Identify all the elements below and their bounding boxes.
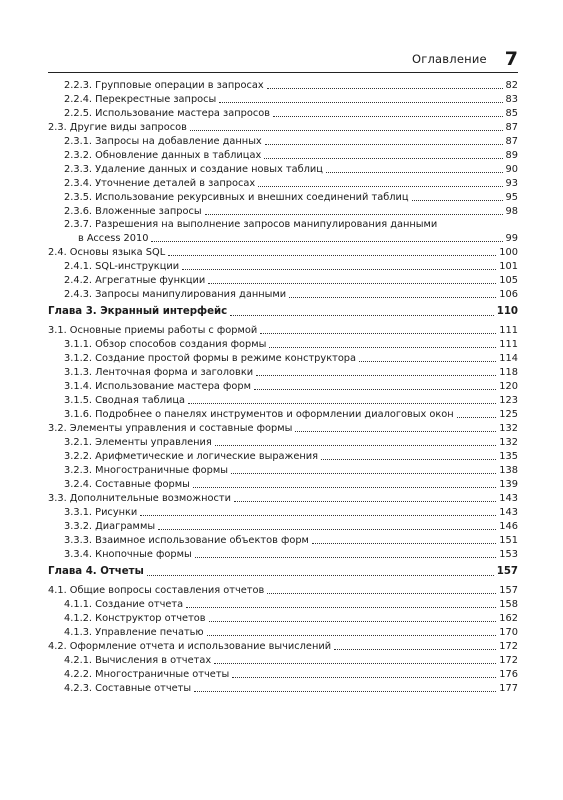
toc-subsection-entry bbox=[48, 533, 518, 547]
toc-subsection-entry bbox=[48, 547, 518, 561]
toc-entry-title: 4.1. Общие вопросы составления отчетов bbox=[48, 585, 265, 596]
dot-leader bbox=[230, 315, 494, 316]
dot-leader bbox=[208, 283, 496, 284]
toc-subsection-entry bbox=[48, 273, 518, 287]
toc-entry-page: 111 bbox=[499, 325, 518, 336]
dot-leader bbox=[151, 241, 502, 242]
toc-entry-title: 4.1.1. Создание отчета bbox=[64, 599, 184, 610]
toc-entry-page: 83 bbox=[505, 94, 518, 105]
dot-leader bbox=[195, 557, 497, 558]
toc-entry-title: 3.2.3. Многостраничные формы bbox=[64, 465, 229, 476]
toc-entry-page: 132 bbox=[499, 437, 518, 448]
toc-subsection-entry bbox=[48, 449, 518, 463]
toc-entry-page: 143 bbox=[499, 493, 518, 504]
toc-subsection-entry bbox=[48, 477, 518, 491]
toc-entry-page: 146 bbox=[499, 521, 518, 532]
toc-entry-page: 125 bbox=[499, 409, 518, 420]
toc-subsection-entry bbox=[48, 92, 518, 106]
toc-entry-title: 3.2.2. Арифметические и логические выражения bbox=[64, 451, 319, 462]
toc-section-entry bbox=[48, 323, 518, 337]
toc-subsection-entry bbox=[48, 667, 518, 681]
dot-leader bbox=[312, 543, 496, 544]
table-of-contents bbox=[48, 78, 518, 695]
dot-leader bbox=[231, 473, 496, 474]
toc-subsection-entry bbox=[48, 162, 518, 176]
toc-section-entry bbox=[48, 421, 518, 435]
toc-entry-page: 87 bbox=[505, 122, 518, 133]
toc-entry-title: 3.2.4. Составные формы bbox=[64, 479, 190, 490]
toc-entry-page: 100 bbox=[499, 247, 518, 258]
dot-leader bbox=[215, 445, 496, 446]
toc-entry-title: 3.1. Основные приемы работы с формой bbox=[48, 325, 258, 336]
toc-subsection-entry bbox=[48, 365, 518, 379]
dot-leader bbox=[295, 431, 496, 432]
toc-section-entry bbox=[48, 639, 518, 653]
toc-entry-title: Глава 4. Отчеты bbox=[48, 566, 144, 577]
toc-entry-page: 95 bbox=[505, 192, 518, 203]
toc-entry-page: 114 bbox=[499, 353, 518, 364]
dot-leader bbox=[205, 214, 503, 215]
dot-leader bbox=[289, 297, 496, 298]
dot-leader bbox=[193, 487, 496, 488]
dot-leader bbox=[234, 501, 496, 502]
toc-subsection-entry bbox=[48, 287, 518, 301]
toc-entry-title: 2.3.2. Обновление данных в таблицах bbox=[64, 150, 262, 161]
toc-entry-page: 157 bbox=[496, 566, 518, 577]
toc-subsection-entry bbox=[48, 463, 518, 477]
dot-leader bbox=[209, 621, 497, 622]
toc-entry-page: 170 bbox=[499, 627, 518, 638]
toc-entry-title: 3.1.2. Создание простой формы в режиме конструктора bbox=[64, 353, 357, 364]
toc-entry-page: 82 bbox=[505, 80, 518, 91]
toc-subsection-entry bbox=[48, 176, 518, 190]
dot-leader bbox=[265, 144, 503, 145]
toc-entry-page: 138 bbox=[499, 465, 518, 476]
toc-entry-title: 2.2.5. Использование мастера запросов bbox=[64, 108, 271, 119]
toc-entry-title: 3.1.4. Использование мастера форм bbox=[64, 381, 252, 392]
toc-entry-page: 158 bbox=[499, 599, 518, 610]
toc-entry-page: 106 bbox=[499, 289, 518, 300]
dot-leader bbox=[256, 375, 496, 376]
toc-entry-title: 2.2.4. Перекрестные запросы bbox=[64, 94, 217, 105]
toc-entry-title: 2.3.6. Вложенные запросы bbox=[64, 206, 202, 217]
toc-section-entry bbox=[48, 583, 518, 597]
dot-leader bbox=[182, 269, 496, 270]
dot-leader bbox=[190, 130, 503, 131]
dot-leader bbox=[273, 116, 502, 117]
dot-leader bbox=[267, 88, 503, 89]
dot-leader bbox=[254, 389, 496, 390]
dot-leader bbox=[158, 529, 496, 530]
toc-entry-page: 143 bbox=[499, 507, 518, 518]
toc-subsection-entry bbox=[48, 148, 518, 162]
toc-entry-title: 2.4.3. Запросы манипулирования данными bbox=[64, 289, 287, 300]
dot-leader bbox=[168, 255, 496, 256]
toc-entry-page: 85 bbox=[505, 108, 518, 119]
dot-leader bbox=[194, 691, 496, 692]
dot-leader bbox=[232, 677, 496, 678]
toc-entry-title: 2.3.5. Использование рекурсивных и внешних соединений таблиц bbox=[64, 192, 409, 203]
toc-entry-title: 2.2.3. Групповые операции в запросах bbox=[64, 80, 264, 91]
dot-leader bbox=[260, 333, 496, 334]
toc-subsection-entry bbox=[48, 337, 518, 351]
toc-subsection-entry bbox=[48, 204, 518, 218]
toc-entry-title: 3.2.1. Элементы управления bbox=[64, 437, 212, 448]
toc-entry-page: 111 bbox=[499, 339, 518, 350]
toc-entry-title: 2.3.7. Разрешения на выполнение запросов манипулирования данными bbox=[64, 219, 438, 230]
toc-entry-page: 89 bbox=[505, 150, 518, 161]
toc-section-entry bbox=[48, 120, 518, 134]
toc-subsection-entry bbox=[48, 190, 518, 204]
toc-entry-title: 4.1.3. Управление печатью bbox=[64, 627, 204, 638]
running-header bbox=[48, 46, 518, 73]
dot-leader bbox=[269, 347, 496, 348]
toc-entry-page: 98 bbox=[505, 206, 518, 217]
toc-entry-page: 101 bbox=[499, 261, 518, 272]
dot-leader bbox=[214, 663, 496, 664]
toc-subsection-entry bbox=[48, 259, 518, 273]
toc-entry-page: 139 bbox=[499, 479, 518, 490]
toc-subsection-entry bbox=[48, 351, 518, 365]
dot-leader bbox=[412, 200, 503, 201]
toc-entry-title: Глава 3. Экранный интерфейс bbox=[48, 306, 228, 317]
toc-entry-page: 177 bbox=[499, 683, 518, 694]
toc-subsection-entry bbox=[48, 625, 518, 639]
toc-entry-page: 157 bbox=[499, 585, 518, 596]
toc-subsection-entry bbox=[48, 681, 518, 695]
dot-leader bbox=[334, 649, 496, 650]
dot-leader bbox=[326, 172, 503, 173]
toc-entry-title: 3.1.3. Ленточная форма и заголовки bbox=[64, 367, 254, 378]
toc-entry-title-continued: в Access 2010 bbox=[78, 233, 149, 244]
toc-chapter-entry bbox=[48, 561, 518, 583]
dot-leader bbox=[457, 417, 497, 418]
dot-leader bbox=[258, 186, 502, 187]
dot-leader bbox=[264, 158, 502, 159]
toc-entry-title: 4.2.3. Составные отчеты bbox=[64, 683, 192, 694]
toc-entry-page: 132 bbox=[499, 423, 518, 434]
toc-entry-page: 172 bbox=[499, 641, 518, 652]
toc-subsection-entry bbox=[48, 611, 518, 625]
toc-entry-page: 110 bbox=[496, 306, 518, 317]
toc-entry-page: 105 bbox=[499, 275, 518, 286]
toc-entry-title: 3.3.1. Рисунки bbox=[64, 507, 138, 518]
toc-entry-page: 99 bbox=[505, 233, 518, 244]
dot-leader bbox=[147, 575, 494, 576]
toc-entry-page: 87 bbox=[505, 136, 518, 147]
toc-entry-page: 151 bbox=[499, 535, 518, 546]
toc-entry-page: 135 bbox=[499, 451, 518, 462]
toc-entry-title: 4.2. Оформление отчета и использование вычислений bbox=[48, 641, 332, 652]
toc-entry-title: 2.4.2. Агрегатные функции bbox=[64, 275, 206, 286]
toc-entry-page: 120 bbox=[499, 381, 518, 392]
toc-section-entry bbox=[48, 491, 518, 505]
toc-entry-title: 2.4.1. SQL-инструкции bbox=[64, 261, 180, 272]
toc-entry-page: 153 bbox=[499, 549, 518, 560]
toc-entry-page: 93 bbox=[505, 178, 518, 189]
toc-entry-page: 172 bbox=[499, 655, 518, 666]
dot-leader bbox=[186, 607, 496, 608]
toc-subsection-entry bbox=[48, 407, 518, 421]
toc-subsection-entry bbox=[48, 393, 518, 407]
toc-subsection-entry bbox=[48, 597, 518, 611]
toc-entry-page: 162 bbox=[499, 613, 518, 624]
toc-subsection-entry bbox=[48, 505, 518, 519]
dot-leader bbox=[188, 403, 496, 404]
toc-entry-title: 3.1.5. Сводная таблица bbox=[64, 395, 186, 406]
toc-entry-title: 3.3.2. Диаграммы bbox=[64, 521, 156, 532]
toc-entry-title: 3.1.6. Подробнее о панелях инструментов и оформлении диалоговых окон bbox=[64, 409, 454, 420]
toc-entry-title: 4.2.2. Многостраничные отчеты bbox=[64, 669, 230, 680]
dot-leader bbox=[321, 459, 496, 460]
toc-subsection-entry bbox=[48, 435, 518, 449]
toc-subsection-entry bbox=[48, 134, 518, 148]
page-number: 7 bbox=[504, 48, 518, 70]
toc-entry-title: 3.1.1. Обзор способов создания формы bbox=[64, 339, 267, 350]
dot-leader bbox=[207, 635, 497, 636]
toc-entry-title: 3.3.4. Кнопочные формы bbox=[64, 549, 192, 560]
toc-entry-title: 2.3.1. Запросы на добавление данных bbox=[64, 136, 262, 147]
toc-entry-title: 3.3.3. Взаимное использование объектов форм bbox=[64, 535, 309, 546]
toc-entry-page: 90 bbox=[505, 164, 518, 175]
toc-subsection-entry bbox=[48, 218, 518, 245]
toc-entry-title: 3.3. Дополнительные возможности bbox=[48, 493, 231, 504]
toc-entry-title: 3.2. Элементы управления и составные формы bbox=[48, 423, 293, 434]
dot-leader bbox=[140, 515, 496, 516]
toc-entry-title: 2.3. Другие виды запросов bbox=[48, 122, 187, 133]
toc-subsection-entry bbox=[48, 653, 518, 667]
toc-subsection-entry bbox=[48, 78, 518, 92]
dot-leader bbox=[219, 102, 502, 103]
dot-leader bbox=[359, 361, 496, 362]
toc-section-entry bbox=[48, 245, 518, 259]
toc-entry-page: 123 bbox=[499, 395, 518, 406]
toc-subsection-entry bbox=[48, 379, 518, 393]
toc-subsection-entry bbox=[48, 519, 518, 533]
toc-entry-title: 4.2.1. Вычисления в отчетах bbox=[64, 655, 212, 666]
dot-leader bbox=[267, 593, 496, 594]
running-header-section: Оглавление bbox=[412, 52, 487, 66]
toc-entry-title: 2.3.3. Удаление данных и создание новых таблиц bbox=[64, 164, 323, 175]
toc-entry-title: 4.1.2. Конструктор отчетов bbox=[64, 613, 206, 624]
toc-entry-page: 176 bbox=[499, 669, 518, 680]
toc-entry-page: 118 bbox=[499, 367, 518, 378]
toc-entry-title: 2.4. Основы языка SQL bbox=[48, 247, 166, 258]
toc-chapter-entry bbox=[48, 301, 518, 323]
toc-subsection-entry bbox=[48, 106, 518, 120]
toc-entry-title: 2.3.4. Уточнение деталей в запросах bbox=[64, 178, 256, 189]
